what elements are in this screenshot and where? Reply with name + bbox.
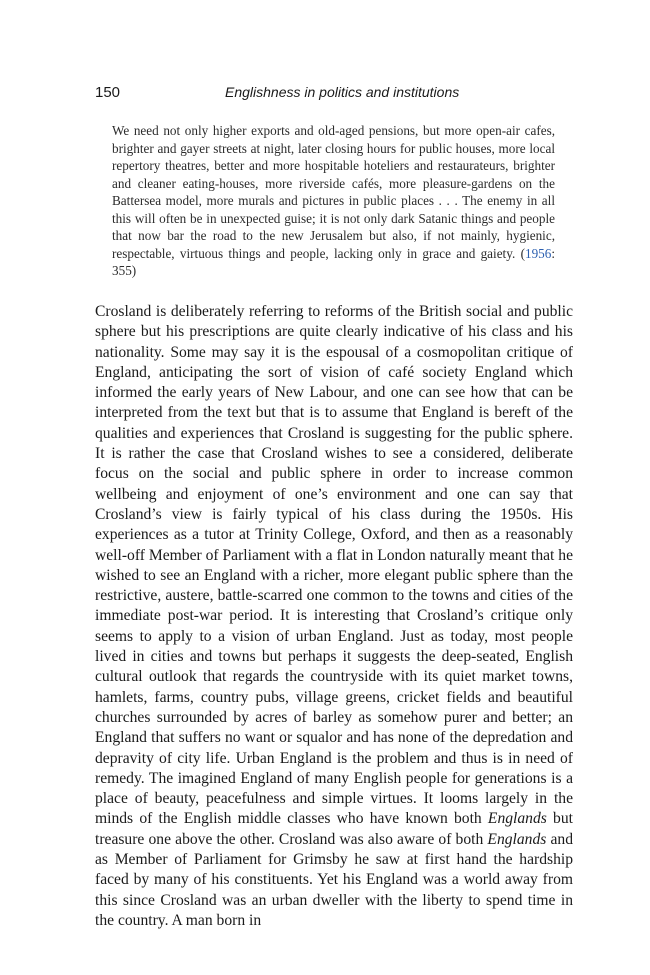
citation-year-link[interactable]: 1956 xyxy=(524,245,552,261)
running-header xyxy=(95,84,570,104)
quote-citation: (1956: 355) xyxy=(112,245,556,278)
page-number: 150 xyxy=(95,84,121,101)
body-text-part-1: Crosland is deliberately referring to reforms of the British social and public sphere but his prescriptions are quite clearly indicative of his class and his nationality. Some may say it is the espousal of a cosmopolitan critique of England, anticipating the sort of vision of café society England which informed the early years of New Labour, and one can see how that can be interpreted from the text but that is to assume that England is bereft of the qualities and experiences that Crosland is suggesting for the public sphere. It is rather the case that Crosland wishes to see a considered, deliberate focus on the social and public sphere in order to increase common wellbeing and enjoyment of one’s environment and one can say that Crosland’s view is fairly typical of his class during the 1950s. His experiences as a tutor at Trinity College, Oxford, and then as a reasonably well-off Member of Parliament with a flat in London naturally meant that he wished to see an England with a richer, more elegant public sphere than the restrictive, austere, battle-scarred one common to the towns and cities of the immediate post-war period. It is interesting that Crosland’s critique only seems to apply to a vision of urban England. Just as today, most people lived in cities and towns but perhaps it suggests the deep-seated, English cultural outlook that regards the countryside with its quiet market towns, hamlets, farms, country pubs, village greens, cricket fields and beautiful churches surrounded by acres of barley as somehow purer and better; an England that suffers no want or squalor and has none of the depredation and depravity of city life. Urban England is the problem and thus is in need of remedy. The imagined England of many English people for generations is a place of beauty, peacefulness and simple virtues. It looms largely in the minds of the English middle classes who have known both xyxy=(95,303,573,828)
quote-text: We need not only higher exports and old-aged pensions, but more open-air cafes, brighter and gayer streets at night, later closing hours for public houses, more local repertory theatres, better and more hospitable hoteliers and restaurateurs, brighter and cleaner eating-houses, more riverside cafés, more pleasure-gardens on the Battersea model, more murals and pictures in public places . . . The enemy in all this will often be in unexpected guise; it is not only dark Satanic things and people that now bar the road to the new Jerusalem but also, if not mainly, hygienic, respectable, virtuous things and people, lacking only in grace and gaiety. xyxy=(112,123,555,261)
body-paragraph xyxy=(95,302,573,931)
running-head-title: Englishness in politics and institutions xyxy=(225,84,460,100)
block-quote xyxy=(112,122,555,280)
body-text-part-3: and as Member of Parliament for Grimsby he saw at first hand the hardship faced by many of his constituents. Yet his England was a world away from this since Crosland was an urban dweller with the liberty to spend time in the country. A man born in xyxy=(95,830,574,929)
body-emphasis-1: Englands xyxy=(487,810,547,828)
body-text-part-2: but treasure one above the other. Crosland was also aware of both xyxy=(95,810,573,848)
body-emphasis-2: Englands xyxy=(487,830,547,848)
